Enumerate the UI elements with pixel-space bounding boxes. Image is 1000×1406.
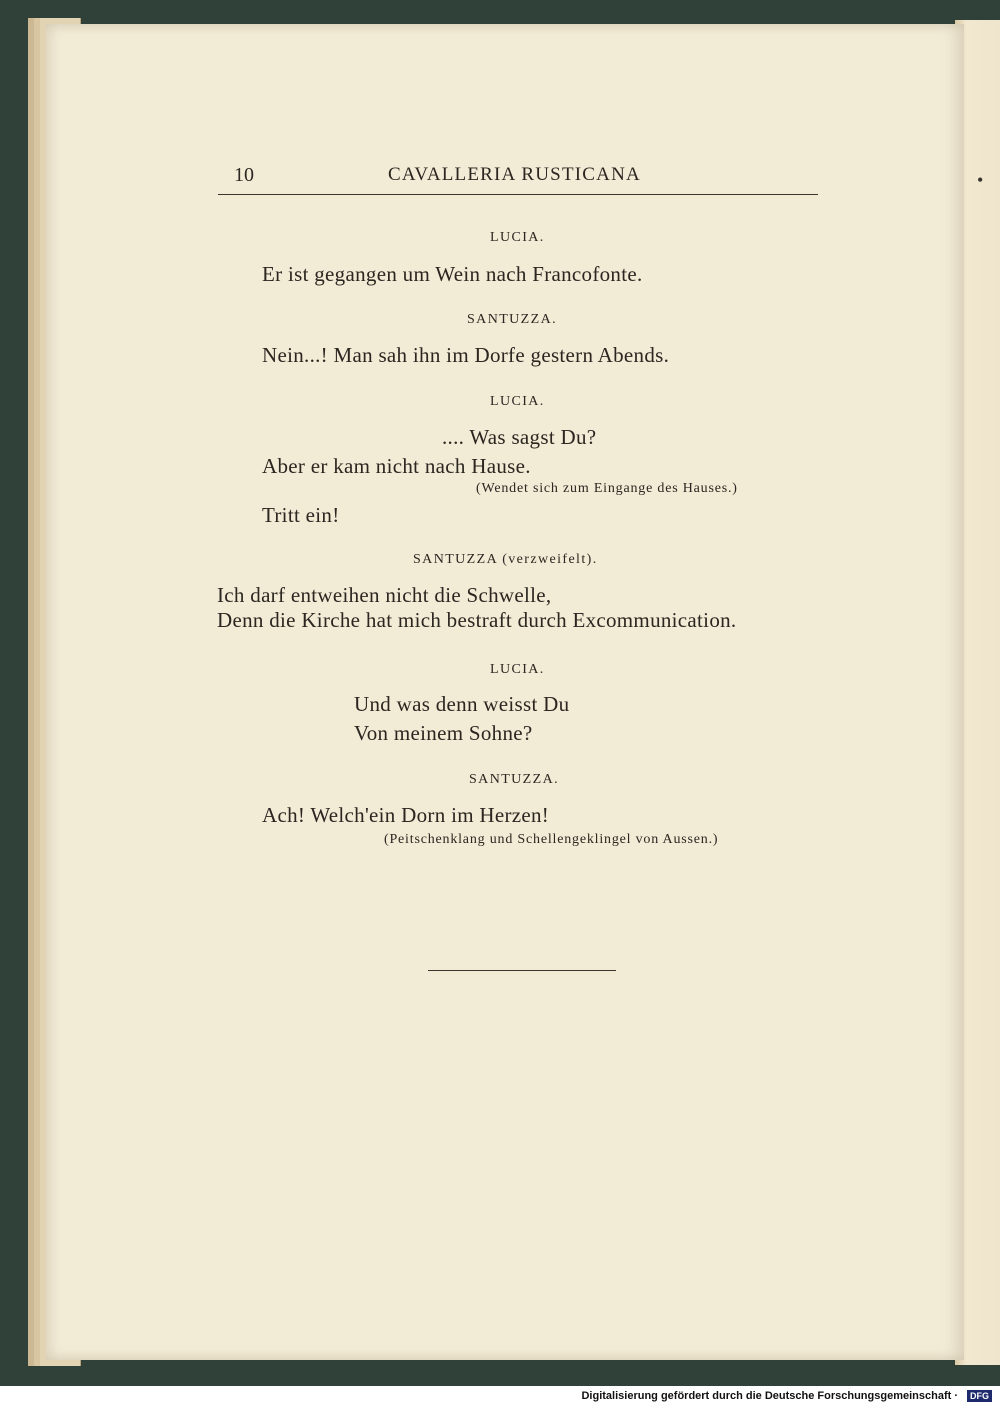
- speaker-label: LUCIA.: [490, 230, 545, 245]
- dialogue-line: Ach! Welch'ein Dorn im Herzen!: [262, 803, 550, 827]
- running-header: [218, 164, 818, 195]
- speaker-label: SANTUZZA.: [469, 772, 559, 787]
- dialogue-line: Von meinem Sohne?: [354, 721, 533, 745]
- stage-direction: (Peitschenklang und Schellengeklingel von Aussen.): [384, 832, 719, 847]
- dialogue-line: Nein...! Man sah ihn im Dorfe gestern Abends.: [262, 343, 670, 367]
- page-number: 10: [234, 164, 254, 186]
- speaker-label: SANTUZZA (verzweifelt).: [413, 552, 598, 567]
- dfg-logo-icon: DFG: [967, 1390, 992, 1402]
- stage-direction: (Wendet sich zum Eingange des Hauses.): [476, 481, 738, 496]
- dialogue-line: Und was denn weisst Du: [354, 692, 570, 716]
- dialogue-line: Aber er kam nicht nach Hause.: [262, 454, 531, 478]
- end-rule: [428, 970, 616, 971]
- dialogue-line: Denn die Kirche hat mich bestraft durch Excommunication.: [217, 608, 737, 632]
- speaker-label: SANTUZZA.: [467, 312, 557, 327]
- running-title: CAVALLERIA RUSTICANA: [388, 164, 641, 185]
- book-page: [46, 24, 964, 1360]
- dialogue-line: Ich darf entweihen nicht die Schwelle,: [217, 583, 552, 607]
- dialogue-line: Er ist gegangen um Wein nach Francofonte.: [262, 262, 643, 286]
- facing-page-edge: •: [955, 20, 1000, 1365]
- funding-note: Digitalisierung gefördert durch die Deutsche Forschungsgemeinschaft ·: [581, 1390, 958, 1402]
- dialogue-line: Tritt ein!: [262, 503, 340, 527]
- footer-bar: [0, 1386, 1000, 1406]
- dialogue-line: .... Was sagst Du?: [442, 425, 597, 449]
- speaker-label: LUCIA.: [490, 662, 545, 677]
- speaker-label: LUCIA.: [490, 394, 545, 409]
